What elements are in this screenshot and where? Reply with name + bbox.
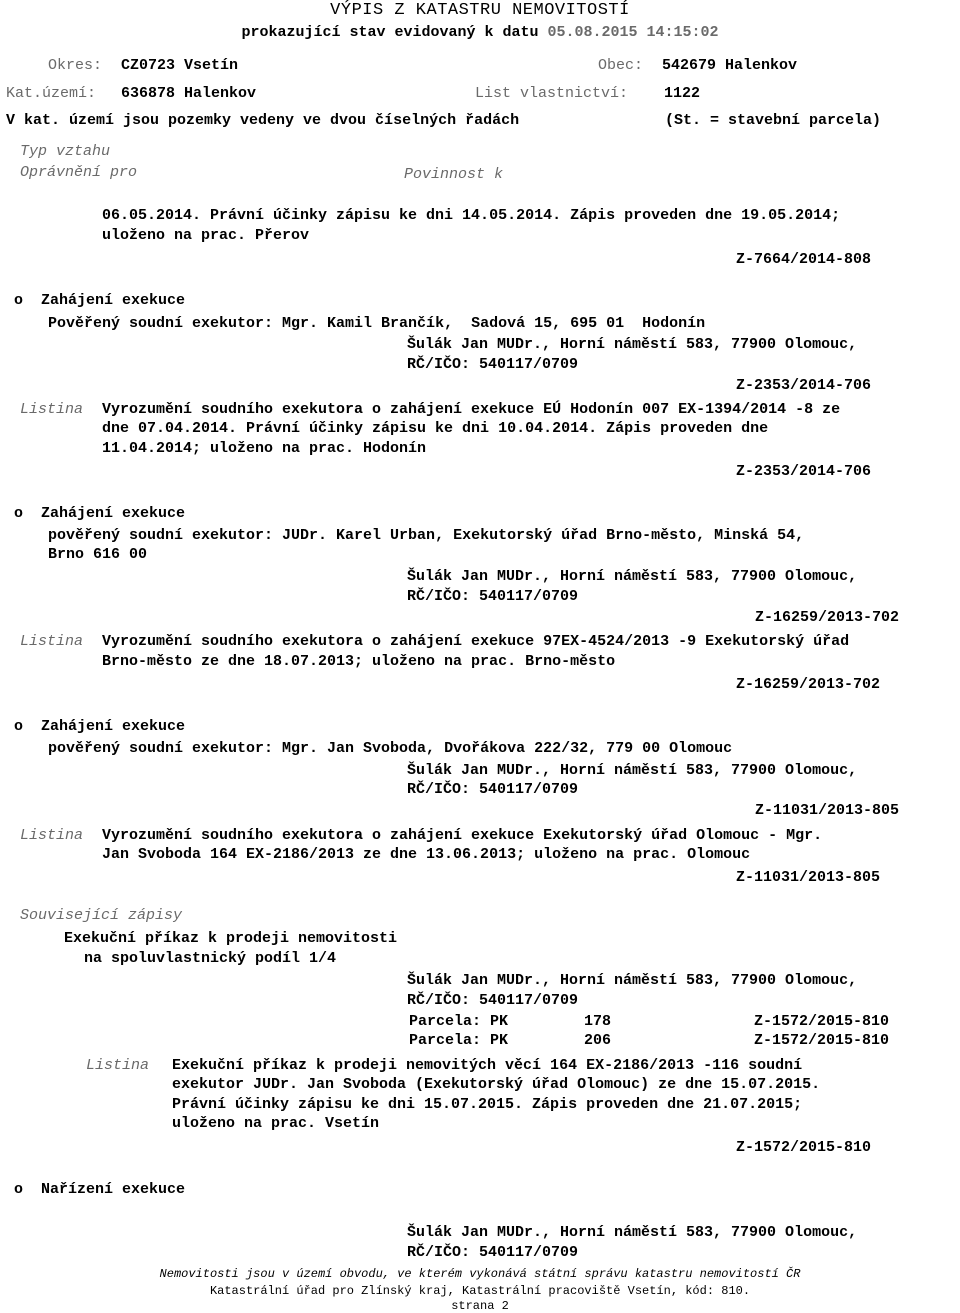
entry2-executor2: Brno 616 00 — [48, 546, 148, 563]
col-opravneni-pro: Oprávnění pro — [20, 164, 138, 181]
related-listina3: Právní účinky zápisu ke dni 15.07.2015. Zápis proveden dne 21.07.2015; — [172, 1096, 803, 1113]
related-listina-label: Listina — [86, 1057, 150, 1074]
okres-value: CZ0723 Vsetín — [121, 57, 239, 74]
parcel-row-2-ref: Z-1572/2015-810 — [754, 1032, 890, 1049]
entry2-ref1: Z-16259/2013-702 — [755, 609, 900, 626]
parcel-row-2-label: Parcela: PK — [409, 1032, 509, 1049]
entry3-ref1: Z-11031/2013-805 — [755, 802, 900, 819]
entry3-ref2: Z-11031/2013-805 — [736, 869, 881, 886]
parcel-series-note: V kat. území jsou pozemky vedeny ve dvou číselných řadách — [6, 112, 520, 129]
entry3-listina1: Vyrozumění soudního exekutora o zahájení exekuce Exekutorský úřad Olomouc - Mgr. — [102, 827, 823, 844]
katuzemi-label: Kat.území: — [6, 85, 97, 102]
related-label: Související zápisy — [20, 907, 183, 924]
entry1-owner: Šulák Jan MUDr., Horní náměstí 583, 77900 Olomouc, — [407, 336, 858, 353]
entry1-listina2: dne 07.04.2014. Právní účinky zápisu ke dni 10.04.2014. Zápis proveden dne — [102, 420, 769, 437]
entry3-title: o Zahájení exekuce — [14, 718, 186, 735]
lv-value: 1122 — [664, 85, 701, 102]
related-title2: na spoluvlastnický podíl 1/4 — [84, 950, 337, 967]
entry3-listina-label: Listina — [20, 827, 84, 844]
obec-value: 542679 Halenkov — [662, 57, 798, 74]
related-title1: Exekuční příkaz k prodeji nemovitosti — [64, 930, 398, 947]
col-povinnost-k: Povinnost k — [404, 166, 504, 183]
entry2-title: o Zahájení exekuce — [14, 505, 186, 522]
related-ref: Z-1572/2015-810 — [736, 1139, 872, 1156]
document-title: VÝPIS Z KATASTRU NEMOVITOSTÍ — [330, 1, 630, 20]
related-listina4: uloženo na prac. Vsetín — [172, 1115, 380, 1132]
subtitle-date: 05.08.2015 14:15:02 — [547, 24, 719, 41]
parcel-row-2-number: 206 — [584, 1032, 612, 1049]
footer-page: strana 2 — [451, 1299, 509, 1313]
related-rc: RČ/IČO: 540117/0709 — [407, 992, 579, 1009]
parcel-row-1-label: Parcela: PK — [409, 1013, 509, 1030]
entry4-owner: Šulák Jan MUDr., Horní náměstí 583, 77900 Olomouc, — [407, 1224, 858, 1241]
top-block-line2: uloženo na prac. Přerov — [102, 227, 310, 244]
entry2-ref2: Z-16259/2013-702 — [736, 676, 881, 693]
entry1-title: o Zahájení exekuce — [14, 292, 186, 309]
entry1-listina1: Vyrozumění soudního exekutora o zahájení exekuce EÚ Hodonín 007 EX-1394/2014 -8 ze — [102, 401, 841, 418]
entry4-rc: RČ/IČO: 540117/0709 — [407, 1244, 579, 1261]
entry3-rc: RČ/IČO: 540117/0709 — [407, 781, 579, 798]
top-block-ref: Z-7664/2014-808 — [736, 251, 872, 268]
entry2-listina2: Brno-město ze dne 18.07.2013; uloženo na prac. Brno-město — [102, 653, 616, 670]
entry3-listina2: Jan Svoboda 164 EX-2186/2013 ze dne 13.06.2013; uloženo na prac. Olomouc — [102, 846, 751, 863]
related-owner: Šulák Jan MUDr., Horní náměstí 583, 77900 Olomouc, — [407, 972, 858, 989]
entry1-executor: Pověřený soudní exekutor: Mgr. Kamil Brančík, Sadová 15, 695 01 Hodonín — [48, 315, 706, 332]
footer-line2: Katastrální úřad pro Zlínský kraj, Katastrální pracoviště Vsetín, kód: 810. — [209, 1284, 751, 1298]
entry2-listina1: Vyrozumění soudního exekutora o zahájení exekuce 97EX-4524/2013 -9 Exekutorský úřad — [102, 633, 850, 650]
entry2-owner: Šulák Jan MUDr., Horní náměstí 583, 77900 Olomouc, — [407, 568, 858, 585]
entry2-rc: RČ/IČO: 540117/0709 — [407, 588, 579, 605]
entry4-title: o Nařízení exekuce — [14, 1181, 186, 1198]
entry1-rc: RČ/IČO: 540117/0709 — [407, 356, 579, 373]
entry1-ref1: Z-2353/2014-706 — [736, 377, 872, 394]
parcel-series-paren: (St. = stavební parcela) — [665, 112, 882, 129]
footer-line1: Nemovitosti jsou v území obvodu, ve kterém vykonává státní správu katastru nemovitostí ČR — [159, 1267, 801, 1281]
entry1-listina-label: Listina — [20, 401, 84, 418]
okres-label: Okres: — [48, 57, 103, 74]
subtitle-label: prokazující stav evidovaný k datu — [241, 24, 539, 41]
related-listina2: exekutor JUDr. Jan Svoboda (Exekutorský úřad Olomouc) ze dne 15.07.2015. — [172, 1076, 821, 1093]
entry1-listina3: 11.04.2014; uloženo na prac. Hodonín — [102, 440, 427, 457]
katuzemi-value: 636878 Halenkov — [121, 85, 257, 102]
top-block-line1: 06.05.2014. Právní účinky zápisu ke dni 14.05.2014. Zápis proveden dne 19.05.2014; — [102, 207, 841, 224]
document-subtitle — [0, 24, 960, 42]
entry1-ref2: Z-2353/2014-706 — [736, 463, 872, 480]
obec-label: Obec: — [598, 57, 644, 74]
related-listina1: Exekuční příkaz k prodeji nemovitých věcí 164 EX-2186/2013 -116 soudní — [172, 1057, 803, 1074]
lv-label: List vlastnictví: — [475, 85, 629, 102]
parcel-row-1-number: 178 — [584, 1013, 612, 1030]
entry3-executor: pověřený soudní exekutor: Mgr. Jan Svoboda, Dvořákova 222/32, 779 00 Olomouc — [48, 740, 733, 757]
entry3-owner: Šulák Jan MUDr., Horní náměstí 583, 77900 Olomouc, — [407, 762, 858, 779]
col-typ-vztahu: Typ vztahu — [20, 143, 111, 160]
parcel-row-1-ref: Z-1572/2015-810 — [754, 1013, 890, 1030]
entry2-executor: pověřený soudní exekutor: JUDr. Karel Urban, Exekutorský úřad Brno-město, Minská 54, — [48, 527, 805, 544]
entry2-listina-label: Listina — [20, 633, 84, 650]
